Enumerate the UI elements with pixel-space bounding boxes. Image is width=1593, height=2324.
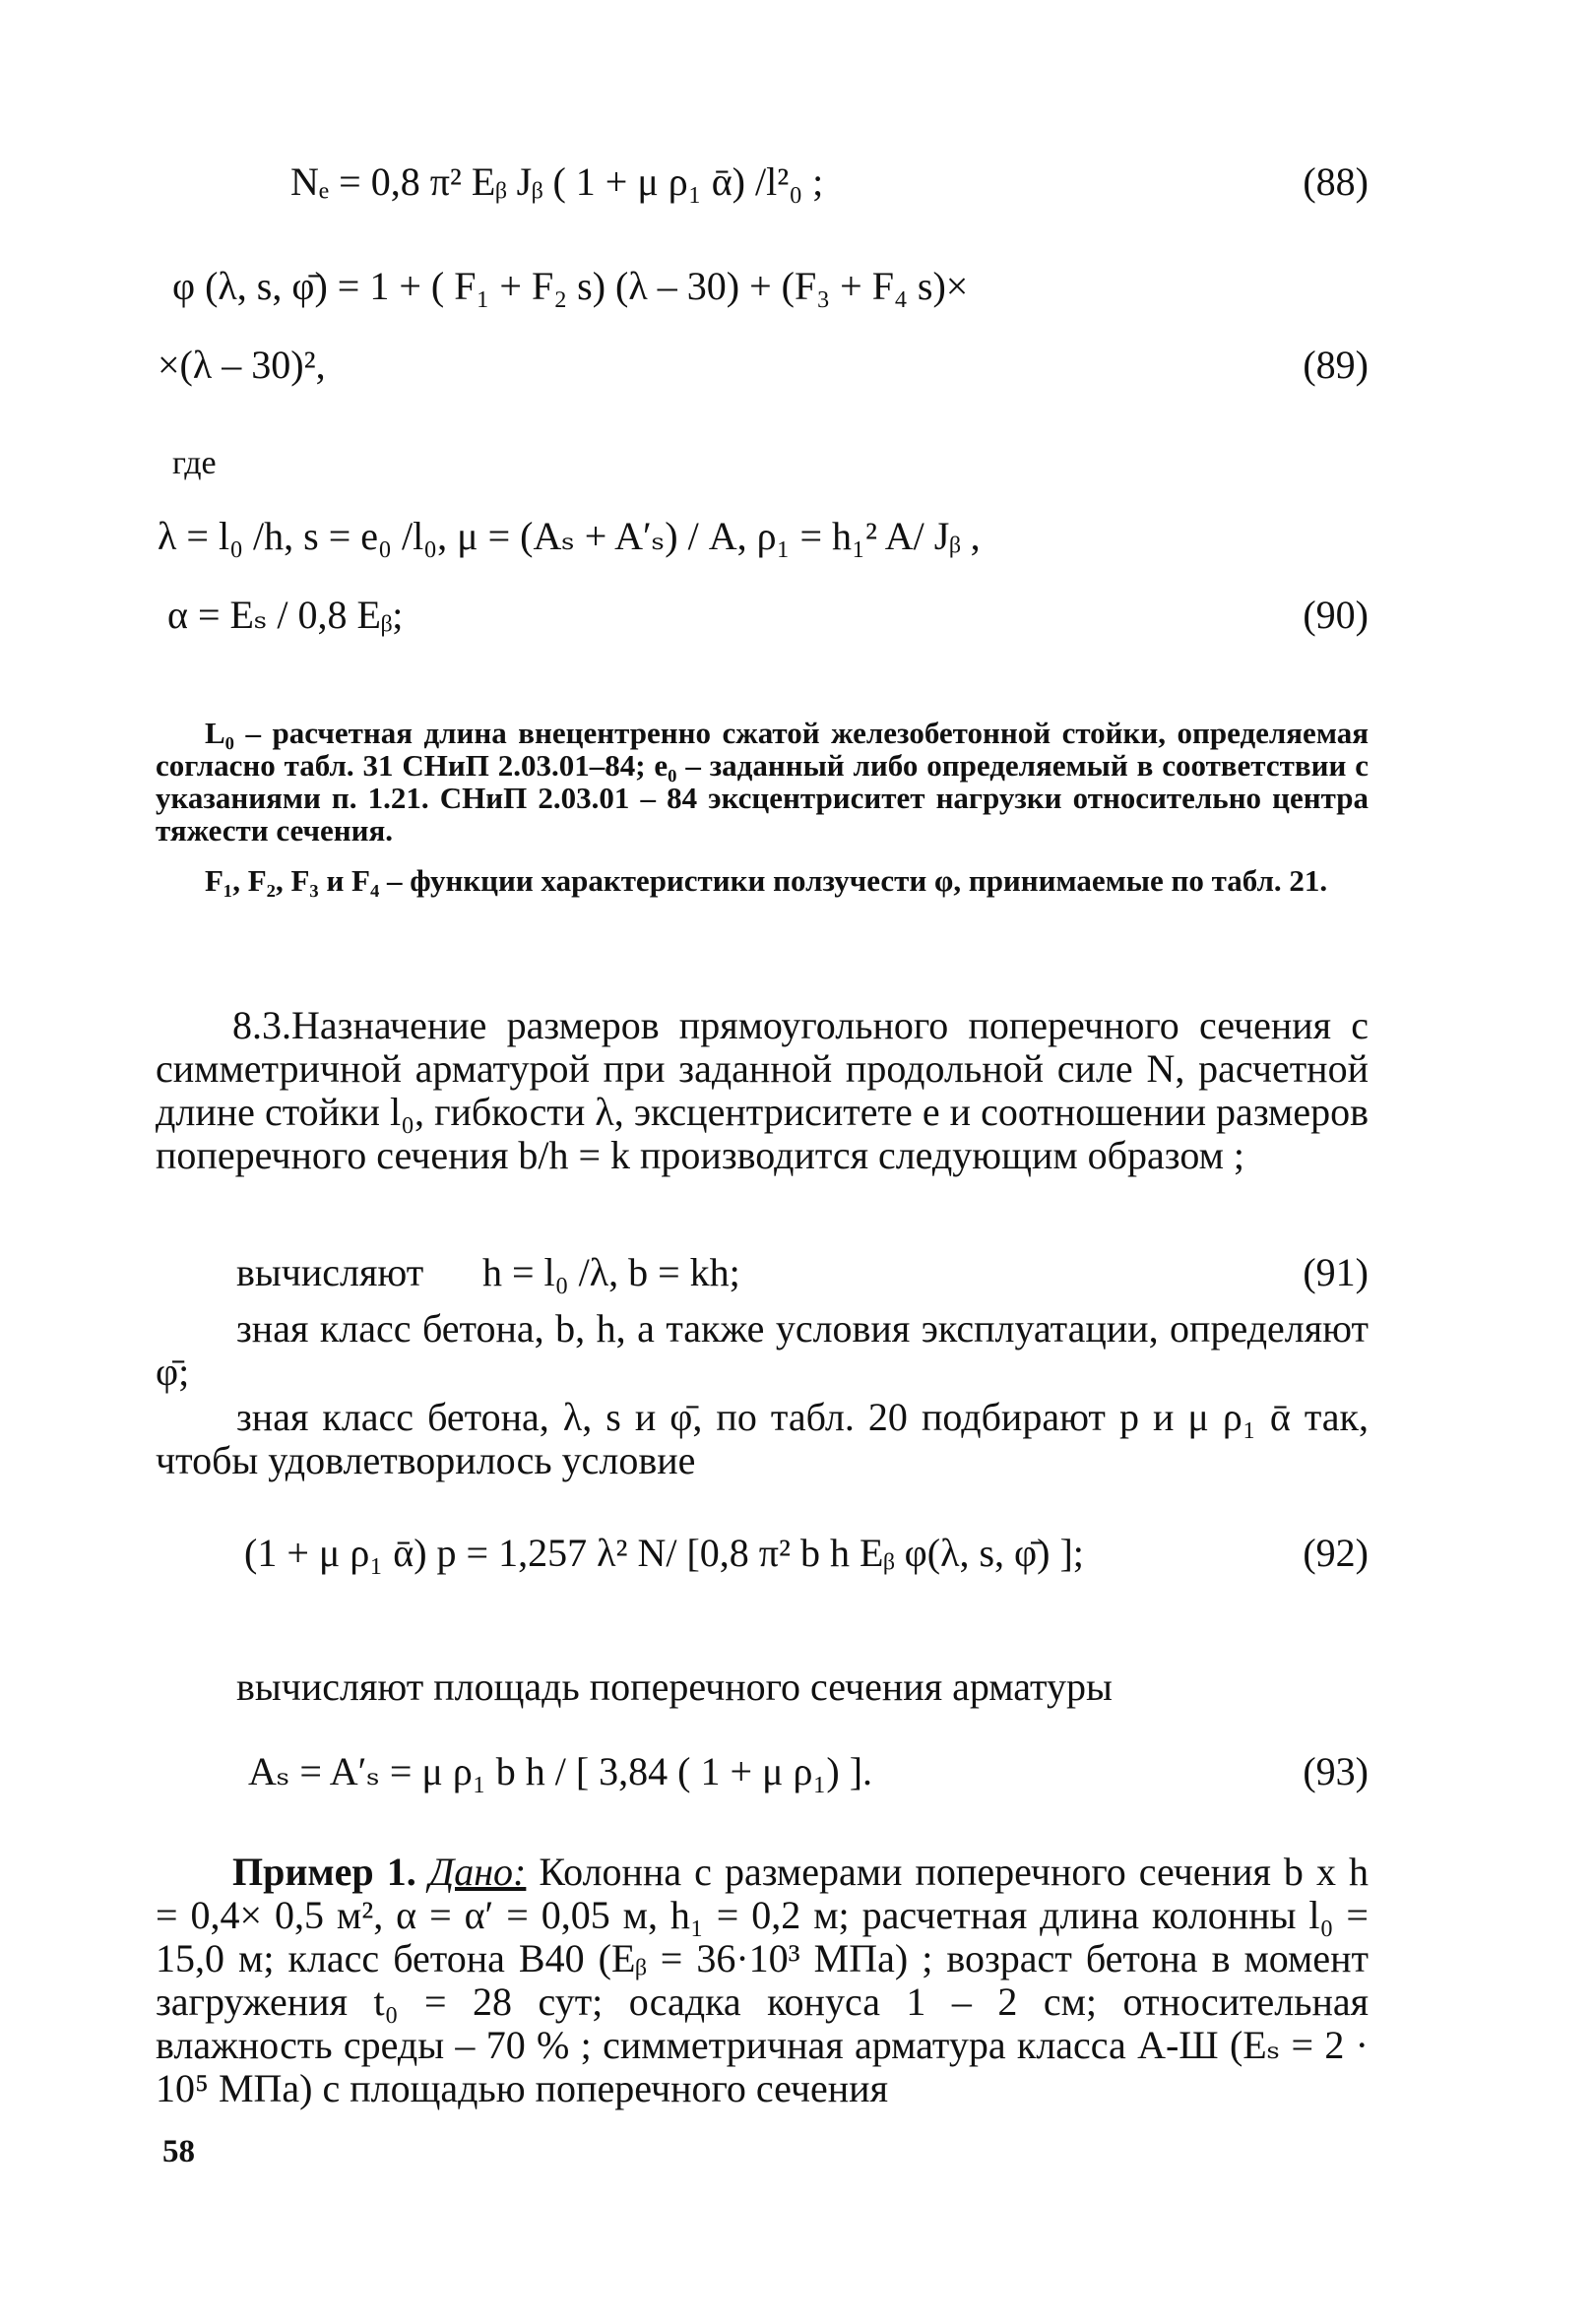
formula-90-part-2: α = Eₛ / 0,8 Eᵦ; <box>167 593 404 637</box>
formula-90-part-1: λ = l₀ /h, s = e₀ /l₀, μ = (Aₛ + A′ₛ) / A, ρ₁ = h₁² A/ Jᵦ , <box>158 514 981 558</box>
where-label: где <box>172 445 217 481</box>
formula-89-part-2: ×(λ – 30)², <box>158 343 326 387</box>
formula-89-part-1: φ (λ, s, φ̄) = 1 + ( F₁ + F₂ s) (λ – 30) + (F₃ + F₄ s)× <box>172 264 969 308</box>
section-intro-paragraph <box>156 1004 1369 1177</box>
step-2-paragraph <box>156 1307 1369 1394</box>
note-text-2: F₁, F₂, F₃ и F₄ – функции характеристики ползучести φ, принимаемые по табл. 21. <box>205 863 1328 898</box>
note-paragraph-1 <box>156 717 1369 847</box>
example-given-label: Дано: <box>428 1850 527 1894</box>
equation-number-92: (92) <box>1303 1531 1369 1575</box>
note-paragraph-2 <box>156 864 1369 897</box>
step-4-paragraph <box>236 1665 1369 1709</box>
example-text: Колонна с размерами поперечного сечения b x h = 0,4× 0,5 м², α = α′ = 0,05 м, h₁ = 0,2 м; расчетная длина колонны l₀ = 15,0 м; класс бетона В40 (Eᵦ = 36·10³ МПа) ; возраст бетона в момент загружения t₀ = 28 сут; осадка конуса 1 – 2 см; относительная влажность среды – 70 % ; симметричная арматура класса А-Ш (Eₛ = 2 · 10⁵ МПа) с площадью поперечного сечения <box>156 1850 1370 2110</box>
equation-number-88: (88) <box>1303 159 1369 204</box>
equation-number-90: (90) <box>1303 593 1369 637</box>
formula-92: (1 + μ ρ₁ ᾱ) p = 1,257 λ² N/ [0,8 π² b h Eᵦ φ(λ, s, φ̄) ]; <box>244 1531 1084 1575</box>
example-paragraph <box>156 1851 1369 2110</box>
equation-number-91: (91) <box>1303 1250 1369 1294</box>
step-1-label: вычисляют <box>236 1250 424 1294</box>
example-label: Пример 1. <box>232 1850 416 1894</box>
step-3-text: зная класс бетона, λ, s и φ̄, по табл. 20 подбирают p и μ ρ₁ ᾱ так, чтобы удовлетворилось условие <box>156 1395 1369 1482</box>
step-2-text: зная класс бетона, b, h, а также условия эксплуатации, определяют φ̄; <box>156 1306 1369 1394</box>
formula-93: Aₛ = A′ₛ = μ ρ₁ b h / [ 3,84 ( 1 + μ ρ₁) ]. <box>248 1749 873 1793</box>
section-intro-text: 8.3.Назначение размеров прямоугольного поперечного сечения с симметричной арматурой при заданной продольной силе N, расчетной длине стойки l₀, гибкости λ, эксцентриситете e и соотношении размеров поперечного сечения b/h = k производится следующим образом ; <box>156 1003 1369 1177</box>
formula-88: Nₑ = 0,8 π² Eᵦ Jᵦ ( 1 + μ ρ₁ ᾱ) /l²₀ ; <box>290 159 824 204</box>
page-number: 58 <box>162 2134 195 2169</box>
formula-91: h = l₀ /λ, b = kh; <box>482 1250 740 1294</box>
equation-number-93: (93) <box>1303 1749 1369 1793</box>
equation-number-89: (89) <box>1303 343 1369 387</box>
note-text-1: L₀ – расчетная длина внецентренно сжатой железобетонной стойки, определяемая согласно табл. 31 СНиП 2.03.01–84; e₀ – заданный либо определяемый в соответствии с указаниями п. 1.21. СНиП 2.03.01 – 84 эксцентриситет нагрузки относительно центра тяжести сечения. <box>156 716 1369 848</box>
step-3-paragraph <box>156 1396 1369 1482</box>
step-4-text: вычисляют площадь поперечного сечения арматуры <box>236 1664 1113 1709</box>
